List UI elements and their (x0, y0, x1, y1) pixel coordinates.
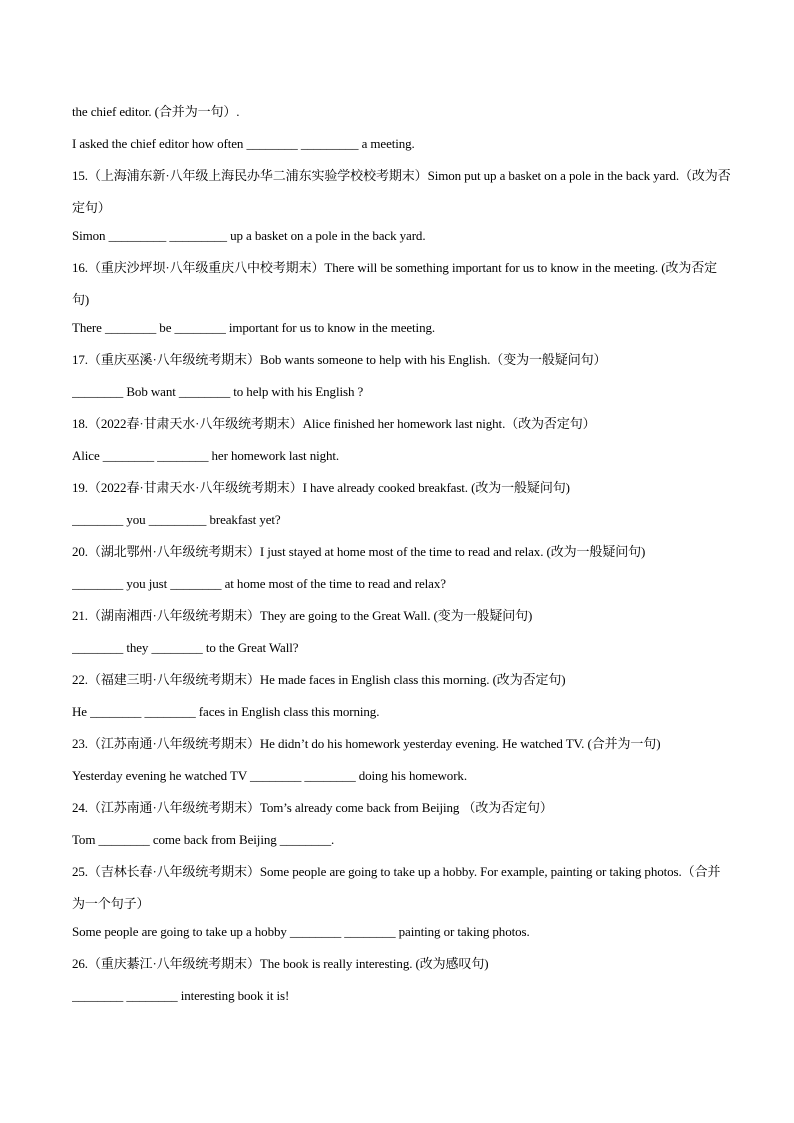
exercise-line: 24.（江苏南通·八年级统考期末）Tom’s already come back from Beijing （改为否定句） (72, 800, 553, 815)
exercise-line: 15.（上海浦东新·八年级上海民办华二浦东实验学校校考期末）Simon put up a basket on a pole in the back yard.（改为否定句） (72, 168, 731, 215)
exercise-line: 17.（重庆巫溪·八年级统考期末）Bob wants someone to help with his English.（变为一般疑问句） (72, 352, 607, 367)
exercise-line: 26.（重庆綦江·八年级统考期末）The book is really interesting. (改为感叹句) (72, 956, 489, 971)
answer-line: There ________ be ________ important for us to know in the meeting. (72, 320, 436, 335)
exercise-line: 18.（2022春·甘肃天水·八年级统考期末）Alice finished her homework last night.（改为否定句） (72, 416, 596, 431)
answer-line: ________ they ________ to the Great Wall? (72, 640, 299, 655)
answer-line: I asked the chief editor how often ________ _________ a meeting. (72, 136, 415, 151)
answer-line: Simon _________ _________ up a basket on a pole in the back yard. (72, 228, 426, 243)
exercise-line: 25.（吉林长春·八年级统考期末）Some people are going to take up a hobby. For example, painting or taking photos.（合并为一个句子） (72, 864, 721, 911)
answer-line: ________ you _________ breakfast yet? (72, 512, 281, 527)
exercise-line: 21.（湖南湘西·八年级统考期末）They are going to the Great Wall. (变为一般疑问句) (72, 608, 533, 623)
answer-line: Tom ________ come back from Beijing ________. (72, 832, 335, 847)
answer-line: Some people are going to take up a hobby ________ ________ painting or taking photos. (72, 924, 530, 939)
exercise-line: 22.（福建三明·八年级统考期末）He made faces in English class this morning. (改为否定句) (72, 672, 566, 687)
answer-line: Yesterday evening he watched TV ________ ________ doing his homework. (72, 768, 467, 783)
answer-line: He ________ ________ faces in English class this morning. (72, 704, 380, 719)
exercise-line: 16.（重庆沙坪坝·八年级重庆八中校考期末）There will be something important for us to know in the meeting. (改为否定句) (72, 260, 718, 307)
exercise-list (72, 100, 732, 1016)
exercise-line: 23.（江苏南通·八年级统考期末）He didn’t do his homework yesterday evening. He watched TV. (合并为一句) (72, 736, 661, 751)
answer-line: ________ you just ________ at home most of the time to read and relax? (72, 576, 446, 591)
exercise-line: the chief editor. (合并为一句）. (72, 104, 240, 119)
answer-line: ________ ________ interesting book it is! (72, 988, 290, 1003)
exercise-line: 19.（2022春·甘肃天水·八年级统考期末）I have already cooked breakfast. (改为一般疑问句) (72, 480, 570, 495)
answer-line: ________ Bob want ________ to help with his English ? (72, 384, 364, 399)
exercise-line: 20.（湖北鄂州·八年级统考期末）I just stayed at home most of the time to read and relax. (改为一般疑问句) (72, 544, 646, 559)
answer-line: Alice ________ ________ her homework last night. (72, 448, 340, 463)
